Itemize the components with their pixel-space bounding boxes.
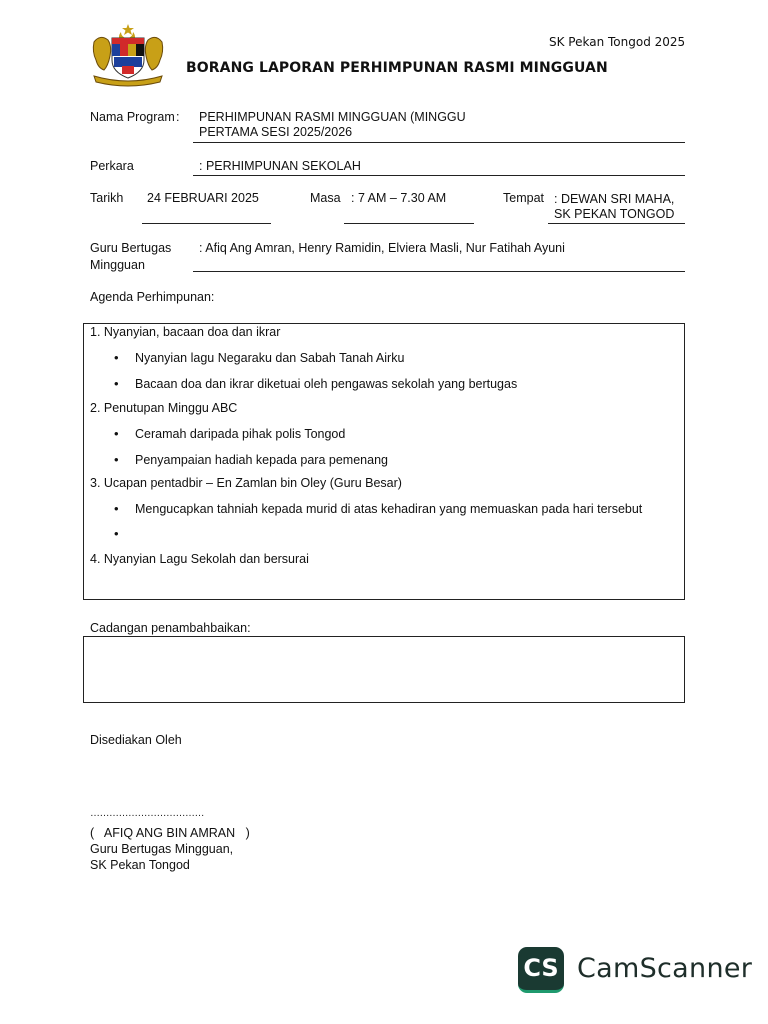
- guru-value: : Afiq Ang Amran, Henry Ramidin, Elviera Masli, Nur Fatihah Ayuni: [199, 241, 565, 255]
- coat-of-arms-logo: [88, 22, 168, 88]
- form-title: BORANG LAPORAN PERHIMPUNAN RASMI MINGGUAN: [186, 60, 608, 76]
- tarikh-value: 24 FEBRUARI 2025: [147, 191, 259, 205]
- camscanner-brand: CamScanner: [577, 953, 753, 984]
- agenda-item-4: 4. Nyanyian Lagu Sekolah dan bersurai: [90, 552, 309, 566]
- agenda-item-2-bullet-1: Ceramah daripada pihak polis Tongod: [135, 427, 346, 441]
- agenda-item-1-bullet-1: Nyanyian lagu Negaraku dan Sabah Tanah Airku: [135, 351, 405, 365]
- guru-label-line2: Mingguan: [90, 258, 145, 272]
- signatory-role: Guru Bertugas Mingguan,: [90, 842, 234, 856]
- bullet-icon: •: [114, 350, 119, 365]
- bullet-icon: •: [114, 501, 119, 516]
- agenda-item-3: 3. Ucapan pentadbir – En Zamlan bin Oley (Guru Besar): [90, 476, 402, 490]
- school-year-label: SK Pekan Tongod 2025: [549, 35, 686, 49]
- agenda-item-2: 2. Penutupan Minggu ABC: [90, 401, 238, 415]
- tempat-label: Tempat: [503, 191, 544, 205]
- tempat-value-line2: SK PEKAN TONGOD: [554, 207, 675, 221]
- nama-program-value-line1: PERHIMPUNAN RASMI MINGGUAN (MINGGU: [199, 110, 466, 124]
- nama-program-label: Nama Program: [90, 110, 175, 124]
- prepared-by-label: Disediakan Oleh: [90, 733, 182, 747]
- tempat-underline: [548, 223, 685, 224]
- nama-program-underline: [193, 142, 685, 143]
- cadangan-label: Cadangan penambahbaikan:: [90, 621, 251, 635]
- tarikh-underline: [142, 223, 271, 224]
- camscanner-badge-text: CS: [523, 954, 559, 982]
- signatory-school: SK Pekan Tongod: [90, 858, 190, 872]
- nama-program-value-line2: PERTAMA SESI 2025/2026: [199, 125, 353, 139]
- perkara-underline: [193, 175, 685, 176]
- camscanner-logo-icon: [518, 947, 564, 993]
- signatory-name: ( AFIQ ANG BIN AMRAN ): [90, 826, 250, 840]
- agenda-item-1-bullet-2: Bacaan doa dan ikrar diketuai oleh pengawas sekolah yang bertugas: [135, 377, 518, 391]
- agenda-item-1: 1. Nyanyian, bacaan doa dan ikrar: [90, 325, 281, 339]
- bullet-icon: •: [114, 426, 119, 441]
- tempat-value-line1: : DEWAN SRI MAHA,: [554, 192, 675, 206]
- agenda-item-2-bullet-2: Penyampaian hadiah kepada para pemenang: [135, 453, 388, 467]
- bullet-icon: •: [114, 376, 119, 391]
- guru-underline: [193, 271, 685, 272]
- cadangan-box[interactable]: [83, 636, 685, 703]
- perkara-label: Perkara: [90, 159, 134, 173]
- nama-program-separator: :: [176, 110, 180, 124]
- masa-value: : 7 AM – 7.30 AM: [351, 191, 447, 205]
- bullet-icon: •: [114, 526, 119, 541]
- masa-underline: [344, 223, 474, 224]
- signature-line: ………………………………: [90, 808, 204, 819]
- masa-label: Masa: [310, 191, 341, 205]
- tarikh-label: Tarikh: [90, 191, 124, 205]
- agenda-item-3-bullet-1: Mengucapkan tahniah kepada murid di atas kehadiran yang memuaskan pada hari tersebut: [135, 502, 643, 516]
- agenda-label: Agenda Perhimpunan:: [90, 290, 215, 304]
- bullet-icon: •: [114, 452, 119, 467]
- guru-label-line1: Guru Bertugas: [90, 241, 172, 255]
- perkara-value: : PERHIMPUNAN SEKOLAH: [199, 159, 361, 173]
